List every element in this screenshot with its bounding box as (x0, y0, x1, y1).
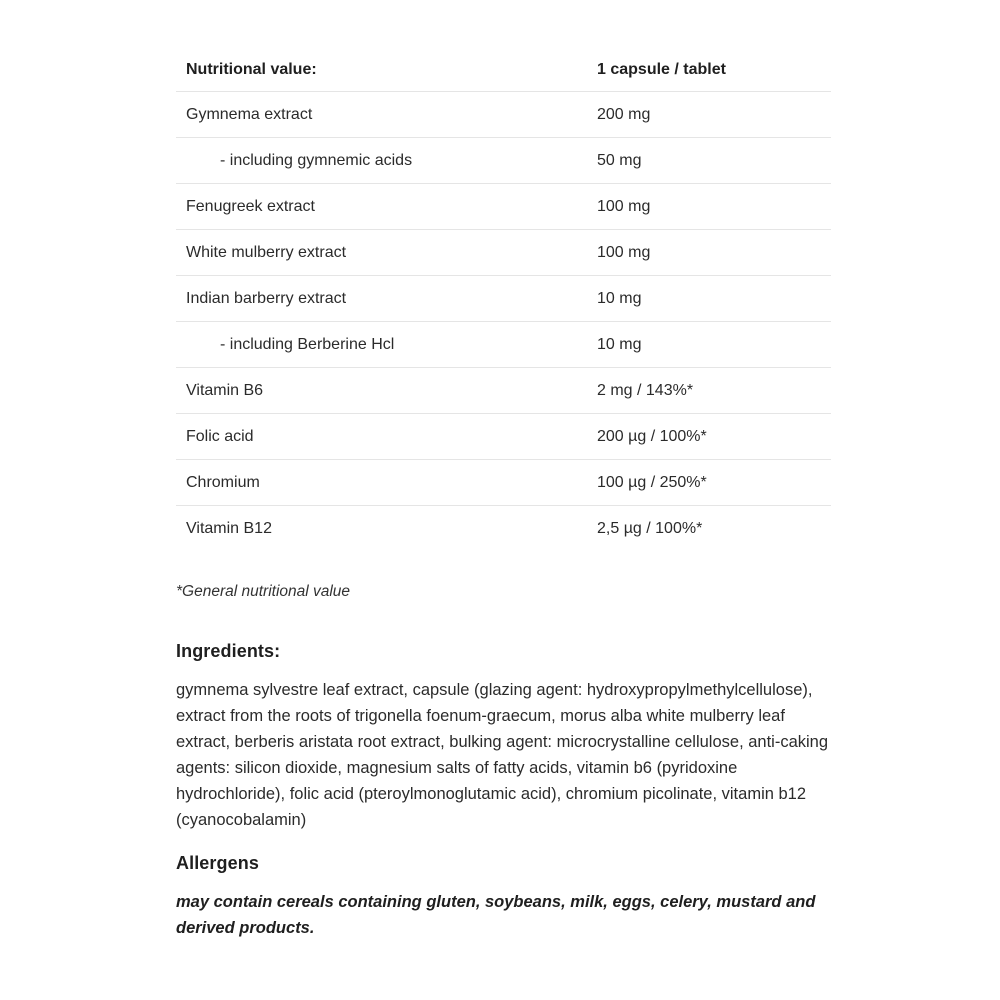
nutrient-name: Folic acid (186, 427, 254, 445)
nutrient-amount: 100 mg (597, 243, 651, 261)
nutrient-name: Vitamin B6 (186, 381, 264, 399)
nutrient-amount: 50 mg (597, 151, 642, 169)
table-row (176, 460, 831, 506)
table-row (176, 184, 831, 230)
nutrient-amount: 10 mg (597, 335, 642, 353)
nutrient-name: White mulberry extract (186, 243, 347, 261)
nutrition-table (176, 49, 831, 552)
table-row (176, 276, 831, 322)
nutrient-amount: 100 µg / 250%* (597, 473, 707, 491)
nutrient-name: Chromium (186, 473, 260, 491)
nutrient-amount: 2,5 µg / 100%* (597, 520, 703, 537)
nutrient-amount: 2 mg / 143%* (597, 381, 694, 399)
allergens-heading: Allergens (176, 853, 259, 873)
ingredients-text: gymnema sylvestre leaf extract, capsule (glazing agent: hydroxypropylmethylcellulose), extract from the roots of trigonella foenum-graecum, morus alba white mulberry leaf extract, berberis aristata root extract, bulking agent: microcrystalline cellulose, anti-caking agents: silicon dioxide, magnesium salts of fatty acids, vitamin b6 (pyridoxine hydrochloride), folic acid (pteroylmonoglutamic acid), chromium picolinate, vitamin b12 (cyanocobalamin) (176, 681, 829, 829)
nutrient-amount: 200 mg (597, 105, 651, 123)
nutrient-name: Gymnema extract (186, 105, 313, 123)
nutrient-name: Fenugreek extract (186, 197, 315, 215)
nutrition-table-header-row (176, 49, 831, 92)
nutrient-name: Indian barberry extract (186, 289, 347, 307)
table-row (176, 230, 831, 276)
table-row (176, 92, 831, 138)
nutrition-header-value: 1 capsule / tablet (597, 61, 726, 78)
table-row (176, 368, 831, 414)
allergens-text: may contain cereals containing gluten, soybeans, milk, eggs, celery, mustard and derived products. (176, 893, 816, 937)
product-details-section (176, 49, 831, 941)
general-nutritional-value-footnote: *General nutritional value (176, 583, 351, 600)
nutrient-name: Vitamin B12 (186, 520, 272, 537)
table-row (176, 414, 831, 460)
nutrient-amount: 200 µg / 100%* (597, 427, 707, 445)
nutrient-amount: 10 mg (597, 289, 642, 307)
table-row (176, 506, 831, 552)
table-row (176, 138, 831, 184)
nutrition-header-label: Nutritional value: (186, 61, 317, 78)
table-row (176, 322, 831, 368)
ingredients-heading: Ingredients: (176, 641, 281, 661)
nutrient-amount: 100 mg (597, 197, 651, 215)
nutrient-name: - including Berberine Hcl (220, 335, 395, 353)
nutrient-name: - including gymnemic acids (220, 151, 413, 169)
